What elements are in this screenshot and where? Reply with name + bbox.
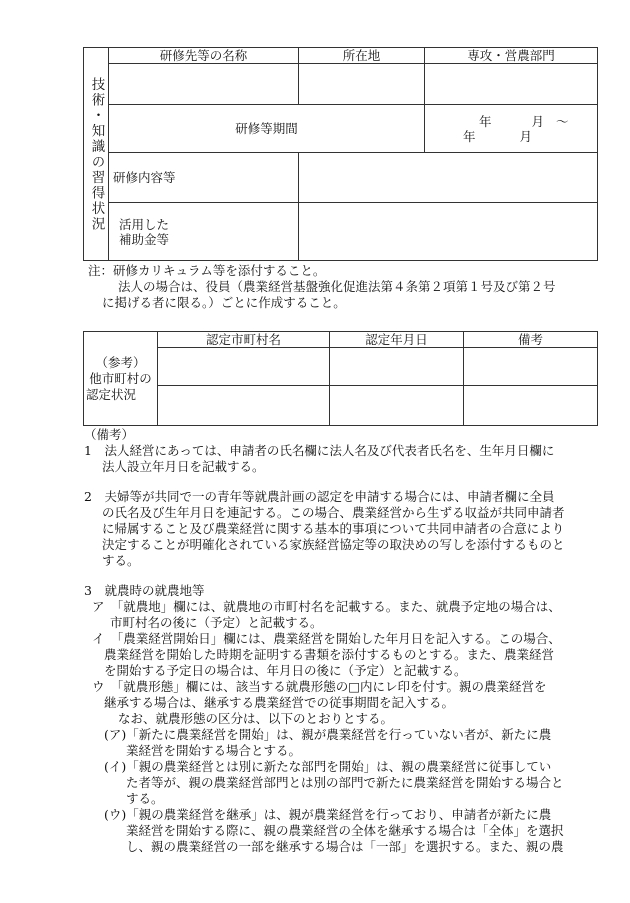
sub-i-line3: する。 [126,791,164,806]
item2-line3: に帰属すること及び農業経営に関する基本的事項について共同申請者の合意により [102,521,565,536]
remarks-cell-2[interactable] [464,386,598,426]
remarks-heading: （備考） [84,427,135,442]
sub-a-line2: 業経営を開始する場合とする。 [126,743,302,758]
period-label: 研修等期間 [109,105,425,153]
subsidy-label-1: 活用した [119,216,170,232]
sub-u-line2: 業経営を開始する際に、親の農業経営の全体を継承する場合は「全体」を選択 [126,823,564,838]
municipality-cell-1[interactable] [158,348,330,386]
header-training-name: 研修先等の名称 [109,48,299,64]
period-tilde: 〜 [556,113,569,129]
note-line1: 注：研修カリキュラム等を添付すること。 [88,263,326,278]
subsidy-value-cell[interactable] [299,203,598,261]
content-label: 研修内容等 [109,153,299,203]
ref-table [83,331,598,426]
item3i-line2: 農業経営を開始した時期を証明する書類を添付するものとする。また、農業経営 [104,647,555,662]
item3-heading: 3 就農時の就農地等 [84,583,205,598]
sub-i-line2: た者等が、親の農業経営部門とは別の部門で新たに農業経営を開始する場合と [126,775,564,790]
note-line2: 法人の場合は、役員（農業経営基盤強化促進法第４条第２項第１号及び第２号 [118,279,556,294]
location-cell[interactable] [299,64,425,105]
cert-date-cell-2[interactable] [330,386,464,426]
item3u-line3: なお、就農形態の区分は、以下のとおりとする。 [118,711,394,726]
skill-side-label-cell [84,48,109,261]
sub-i-line1: (イ)「親の農業経営とは別に新たな部門を開始」は、親の農業経営に従事してい [104,759,552,774]
item2-line5: する。 [102,553,140,568]
header-location: 所在地 [299,48,425,64]
header-cert-date: 認定年月日 [330,332,464,348]
ref-side-label-3: 認定状況 [86,386,137,402]
header-municipality: 認定市町村名 [158,332,330,348]
period-year2: 年 [463,128,476,144]
skill-table [83,47,598,261]
item3u-line2: 継承する場合は、継承する農業経営での従事期間を記入する。 [104,695,455,710]
sub-u-line3: し、親の農業経営の一部を継承する場合は「一部」を選択する。また、親の農 [126,839,564,854]
note-line3: に掲げる者に限る。）ごとに作成すること。 [102,295,346,310]
item3i-line1: イ 「農業経営開始日」欄には、農業経営を開始した年月日を記入する。この場合、 [92,631,561,646]
period-month1: 月 [531,113,545,129]
item1-line2: 法人設立年月日を記載する。 [102,459,265,474]
ref-side-label-1: （参考） [95,354,146,370]
item3i-line3: を開始する予定日の場合は、年月日の後に（予定）と記載する。 [104,663,467,678]
skill-side-label: 技術・知識の習得状況 [88,76,105,232]
item3a-line1: ア 「就農地」欄には、就農地の市町村名を記載する。また、就農予定地の場合は、 [92,599,561,614]
sub-u-line1: (ウ)「親の農業経営を継承」は、親が農業経営を行っており、申請者が新たに農 [104,807,552,822]
ref-side-label-cell [84,332,158,426]
content-value-cell[interactable] [299,153,598,203]
header-remarks: 備考 [464,332,598,348]
period-month2: 月 [519,128,533,144]
training-name-cell[interactable] [109,64,299,105]
remarks-cell-1[interactable] [464,348,598,386]
item2-line2: の氏名及び生年月日を連記する。この場合、農業経営から生ずる収益が共同申請者 [102,505,565,520]
item2-line4: 決定することが明確化されている家族経営協定等の取決めの写しを添付するものと [102,537,565,552]
sub-a-line1: (ア)「新たに農業経営を開始」は、親が農業経営を行っていない者が、新たに農 [104,727,552,742]
header-major: 専攻・営農部門 [425,48,598,64]
subsidy-label-2: 補助金等 [119,231,170,247]
period-year1: 年 [479,113,492,129]
municipality-cell-2[interactable] [158,386,330,426]
item3a-line2: 市町村名の後に（予定）と記載する。 [110,615,323,630]
ref-side-label-2: 他市町村の [89,370,152,386]
item2-line1: 2 夫婦等が共同で一の青年等就農計画の認定を申請する場合には、申請者欄に全員 [84,489,555,504]
item3u-line1: ウ 「就農形態」欄には、該当する就農形態の□内にレ印を付す。親の農業経営を [92,679,547,694]
period-value-cell[interactable] [425,105,598,153]
item1-line1: 1 法人経営にあっては、申請者の氏名欄に法人名及び代表者氏名を、生年月日欄に [84,443,555,458]
cert-date-cell-1[interactable] [330,348,464,386]
subsidy-label-cell [109,203,299,261]
major-cell[interactable] [425,64,598,105]
